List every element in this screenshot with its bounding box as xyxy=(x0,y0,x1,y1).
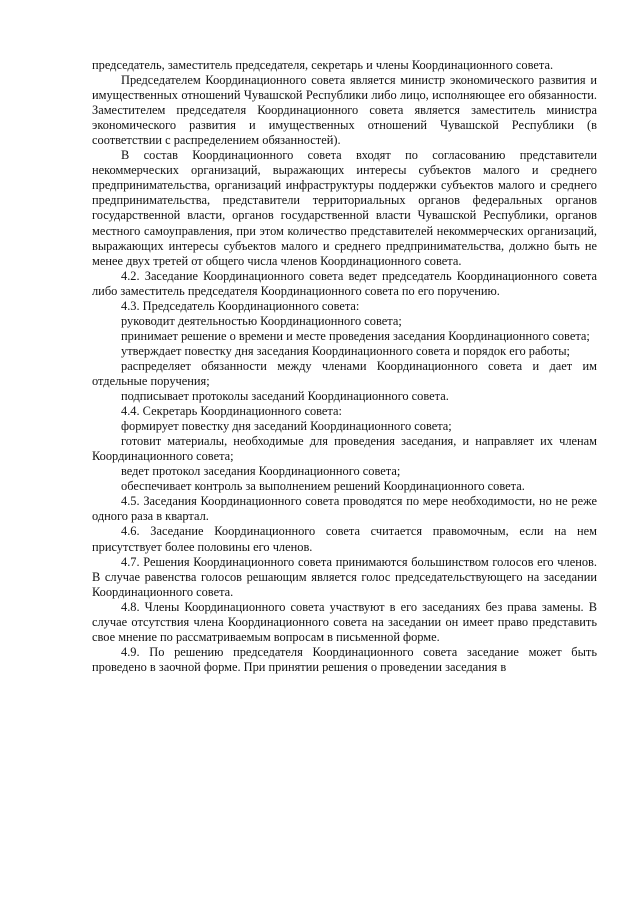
paragraph: В состав Координационного совета входят по согласованию представители некоммерческих организаций, выражающих интересы субъектов малого и среднего предпринимательства, организаций инфраструктуры поддержки субъектов малого и среднего предпринимательства, представители территориальных органов федеральных органов государственной власти, органов государственной власти Чувашской Республики, органов местного самоуправления, при этом количество представителей некоммерческих организаций, выражающих интересы субъектов малого и среднего предпринимательства, должно быть не менее двух третей от общего числа членов Координационного совета. xyxy=(92,148,597,268)
paragraph: 4.4. Секретарь Координационного совета: xyxy=(121,404,342,419)
paragraph: Председателем Координационного совета является министр экономического развития и имущественных отношений Чувашской Республики либо лицо, исполняющее его обязанности. Заместителем председателя Координационного совета является заместитель министра экономического развития и имущественных отношений Чувашской Республики (в соответствии с распределением обязанностей). xyxy=(92,73,597,148)
paragraph: 4.9. По решению председателя Координационного совета заседание может быть проведено в заочной форме. При принятии решения о проведении заседания в xyxy=(92,644,597,674)
paragraph: руководит деятельностью Координационного совета; xyxy=(121,313,402,328)
paragraph: председатель, заместитель председателя, секретарь и члены Координационного совета. xyxy=(92,58,554,72)
paragraph: ведет протокол заседания Координационного совета; xyxy=(121,464,401,479)
paragraph: 4.2. Заседание Координационного совета ведет председатель Координационного совета либо заместитель председателя Координационного совета по его поручению. xyxy=(92,268,597,298)
paragraph: 4.7. Решения Координационного совета принимаются большинством голосов его членов. В случае равенства голосов решающим является голос председательствующего на заседании Координационного совета. xyxy=(92,554,597,599)
paragraph: утверждает повестку дня заседания Координационного совета и порядок его работы; xyxy=(121,343,570,358)
paragraph: готовит материалы, необходимые для проведения заседания, и направляет их членам Координационного совета; xyxy=(92,434,597,464)
paragraph: 4.8. Члены Координационного совета участвуют в его заседаниях без права замены. В случае отсутствия члена Координационного совета на заседании он имеет право представить свое мнение по рассматриваемым вопросам в письменной форме. xyxy=(92,599,597,644)
paragraph: обеспечивает контроль за выполнением решений Координационного совета. xyxy=(121,479,525,494)
paragraph: подписывает протоколы заседаний Координационного совета. xyxy=(121,389,449,404)
paragraph: 4.6. Заседание Координационного совета считается правомочным, если на нем присутствует более половины его членов. xyxy=(92,524,597,554)
document-page xyxy=(92,58,597,675)
paragraph: 4.5. Заседания Координационного совета проводятся по мере необходимости, но не реже одного раза в квартал. xyxy=(92,494,597,524)
paragraph: принимает решение о времени и месте проведения заседания Координационного совета; xyxy=(121,328,590,343)
paragraph: 4.3. Председатель Координационного совета: xyxy=(121,298,360,313)
paragraph: формирует повестку дня заседаний Координационного совета; xyxy=(121,419,452,434)
paragraph: распределяет обязанности между членами Координационного совета и дает им отдельные поручения; xyxy=(92,358,597,388)
